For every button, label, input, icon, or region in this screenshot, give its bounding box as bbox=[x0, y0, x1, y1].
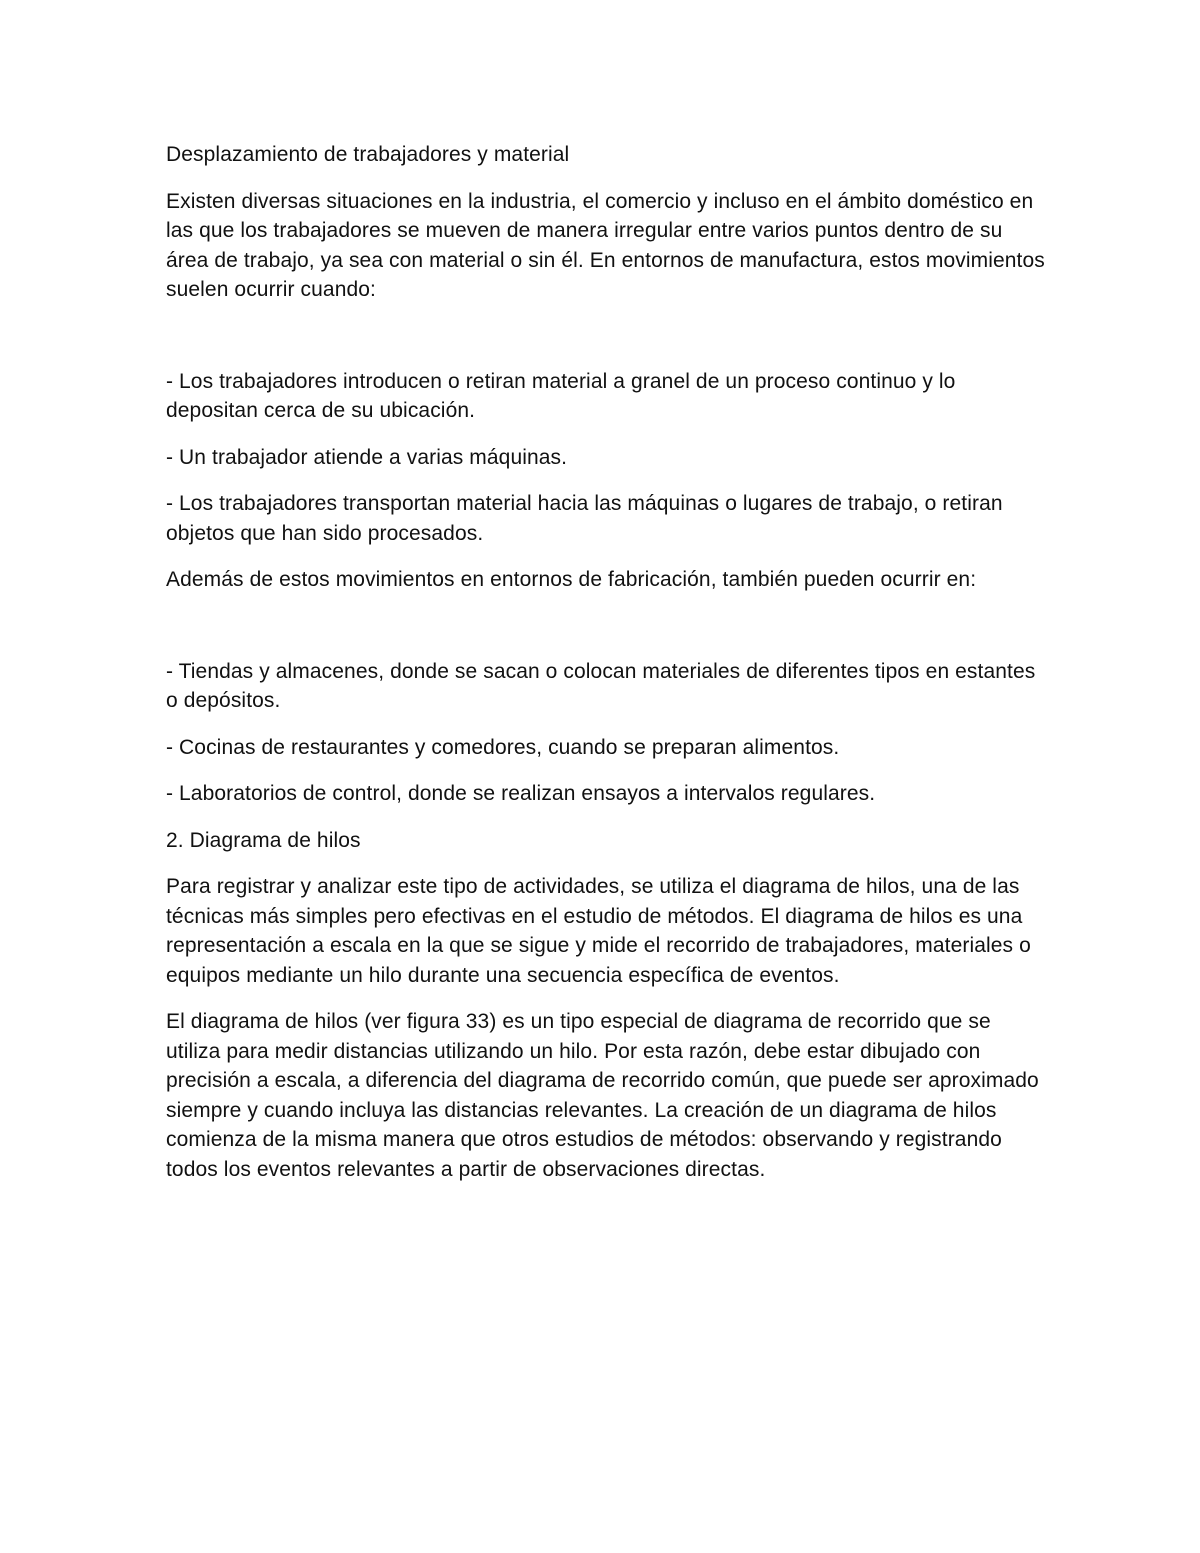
list-item: - Un trabajador atiende a varias máquinas. bbox=[166, 445, 568, 469]
diagram-description-paragraph: Para registrar y analizar este tipo de actividades, se utiliza el diagrama de hilos, una de las técnicas más simples pero efectivas en el estudio de métodos. El diagrama de hilos es una representación a escala en la que se sigue y mide el recorrido de trabajadores, materiales o equipos mediante un hilo durante una secuencia específica de eventos. bbox=[166, 875, 1031, 987]
list-item: - Tiendas y almacenes, donde se sacan o colocan materiales de diferentes tipos en estantes o depósitos. bbox=[166, 659, 1036, 712]
list-item: - Los trabajadores transportan material hacia las máquinas o lugares de trabajo, o retiran objetos que han sido procesados. bbox=[166, 492, 1003, 545]
list-item: - Laboratorios de control, donde se realizan ensayos a intervalos regulares. bbox=[166, 782, 876, 805]
section-title-desplazamiento: Desplazamiento de trabajadores y material bbox=[166, 143, 570, 166]
other-settings-paragraph: Además de estos movimientos en entornos de fabricación, también pueden ocurrir en: bbox=[166, 568, 977, 591]
list-item: - Los trabajadores introducen o retiran material a granel de un proceso continuo y lo depositan cerca de su ubicación. bbox=[166, 369, 956, 422]
section-title-diagrama-de-hilos: 2. Diagrama de hilos bbox=[166, 828, 361, 852]
list-item: - Cocinas de restaurantes y comedores, cuando se preparan alimentos. bbox=[166, 735, 840, 759]
document-body bbox=[166, 140, 1046, 1201]
diagram-details-paragraph: El diagrama de hilos (ver figura 33) es un tipo especial de diagrama de recorrido que se utiliza para medir distancias utilizando un hilo. Por esta razón, debe estar dibujado con precisión a escala, a diferencia del diagrama de recorrido común, que puede ser aproximado siempre y cuando incluya las distancias relevantes. La creación de un diagrama de hilos comienza de la misma manera que otros estudios de métodos: observando y registrando todos los eventos relevantes a partir de observaciones directas. bbox=[166, 1010, 1039, 1181]
intro-paragraph: Existen diversas situaciones en la industria, el comercio y incluso en el ámbito doméstico en las que los trabajadores se mueven de manera irregular entre varios puntos dentro de su área de trabajo, ya sea con material o sin él. En entornos de manufactura, estos movimientos suelen ocurrir cuando: bbox=[166, 189, 1045, 301]
